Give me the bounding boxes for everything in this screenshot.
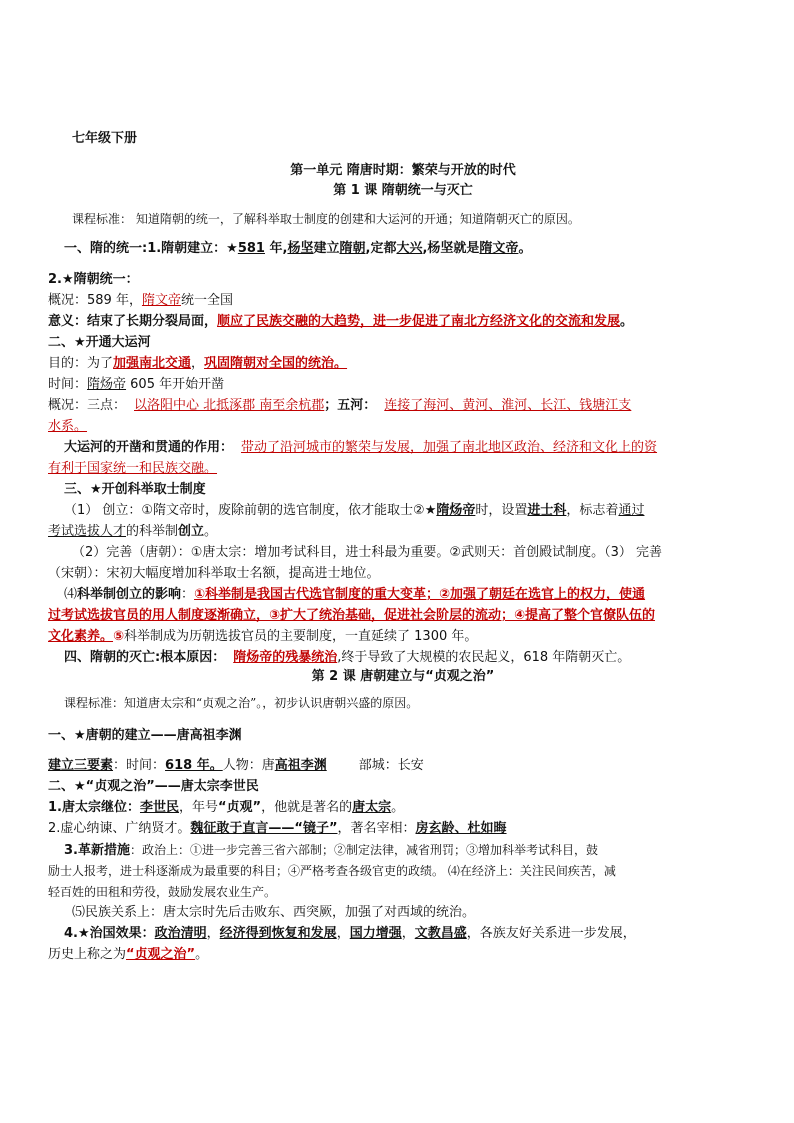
lesson1-title: 第 1 课 隋朝统一与灭亡 xyxy=(333,183,473,198)
taizong-reforms-cont: 励士人报考，进士科逐渐成为最重要的科目；④严格考查各级官吏的政绩。 ⑷在经济上：关注民间疾苦，减 xyxy=(48,864,616,878)
keju-founding-cont: 考试选拔人才的科举制创立。 xyxy=(48,524,218,539)
keju-impact-cont: 过考试选拔官员的用人制度逐渐确立，③扩大了统治基础，促进社会阶层的流动；④提高了整个官僚队伍的 xyxy=(48,608,656,623)
taizong-reforms-end: 轻百姓的田租和劳役，鼓励发展农业生产。 xyxy=(48,885,277,899)
governance-results: 4.★治国效果：政治清明，经济得到恢复和发展，国力增强，文教昌盛，各族友好关系进一步发展， xyxy=(64,926,636,941)
zhenguan-heading: 二、★“贞观之治”——唐太宗李世民 xyxy=(48,779,259,794)
canal-purpose: 目的：为了加强南北交通，巩固隋朝对全国的统治。 xyxy=(48,356,348,371)
tang-founding-heading: 一、★唐朝的建立——唐高祖李渊 xyxy=(48,728,242,743)
sui-fall: 四、隋朝的灭亡:根本原因： 隋炀帝的残暴统治,终于导致了大规模的农民起义，618 年隋朝灭亡。 xyxy=(64,650,631,665)
governance-results-cont: 历史上称之为“贞观之治”。 xyxy=(48,947,209,962)
sui-unify-overview: 概况：589 年，隋文帝统一全国 xyxy=(48,293,233,308)
canal-heading: 二、★开通大运河 xyxy=(48,335,151,350)
keju-impact: ⑷科举制创立的影响：①科举制是我国古代选官制度的重大变革；②加强了朝廷在选官上的权力，使通 xyxy=(64,587,646,602)
unit-title: 第一单元 隋唐时期：繁荣与开放的时代 xyxy=(290,163,516,178)
lesson2-standard: 课程标准：知道唐太宗和“贞观之治”。，初步认识唐朝兴盛的原因。 xyxy=(64,696,419,710)
canal-overview-cont: 水系。 xyxy=(48,419,88,434)
keju-improve: （2）完善（唐朝）：①唐太宗：增加考试科目，进士科最为重要。②武则天：首创殿试制度。（3） 完善 xyxy=(72,545,662,560)
taizong-succession: 1.唐太宗继位：李世民，年号“贞观”，他就是著名的唐太宗。 xyxy=(48,800,405,815)
canal-effect-cont: 有利于国家统一和民族交融。 xyxy=(48,461,218,476)
taizong-advice: 2.虚心纳谏、广纳贤才。魏征敢于直言——“镜子”，著名宰相：房玄龄、杜如晦 xyxy=(48,821,507,836)
lesson1-standard: 课程标准： 知道隋朝的统一，了解科举取士制度的创建和大运河的开通；知道隋朝灭亡的原因。 xyxy=(72,212,580,226)
keju-founding: （1） 创立：①隋文帝时，废除前朝的选官制度，依才能取士②★隋炀帝时，设置进士科，标志着通过 xyxy=(64,503,645,518)
keju-impact-end: 文化素养。⑤科举制成为历朝选拔官员的主要制度，一直延续了 1300 年。 xyxy=(48,629,478,644)
sui-unification-line: 一、隋的统一:1.隋朝建立：★581 年,杨坚建立隋朝,定都大兴,杨坚就是隋文帝。 xyxy=(64,241,532,256)
canal-overview: 概况：三点： 以洛阳中心 北抵涿郡 南至余杭郡；五河： 连接了海河、黄河、淮河、长江、钱塘江支 xyxy=(48,398,632,413)
keju-improve-cont: （宋朝）：宋初大幅度增加科举取士名额，提高进士地位。 xyxy=(48,566,380,581)
canal-effect: 大运河的开凿和贯通的作用： 带动了沿河城市的繁荣与发展，加强了南北地区政治、经济和文化上的资 xyxy=(64,440,658,455)
canal-time: 时间：隋炀帝 605 年开始开凿 xyxy=(48,377,225,392)
tang-founding-elements: 建立三要素：时间：618 年。人物：唐高祖李渊 部城：长安 xyxy=(48,758,424,773)
keju-heading: 三、★开创科举取士制度 xyxy=(64,482,206,497)
sui-unify-heading: 2.★隋朝统一： xyxy=(48,272,139,287)
sui-unify-meaning: 意义：结束了长期分裂局面，顺应了民族交融的大趋势，进一步促进了南北方经济文化的交流和发展。 xyxy=(48,314,634,329)
taizong-reforms: 3.革新措施：政治上：①进一步完善三省六部制；②制定法律，减省刑罚；③增加科举考试科目，鼓 xyxy=(64,843,598,858)
ethnic-relations: ⑸民族关系上：唐太宗时先后击败东、西突厥，加强了对西域的统治。 xyxy=(72,905,476,920)
lesson2-title: 第 2 课 唐朝建立与“贞观之治” xyxy=(311,669,495,684)
grade-heading: 七年级下册 xyxy=(72,131,138,146)
